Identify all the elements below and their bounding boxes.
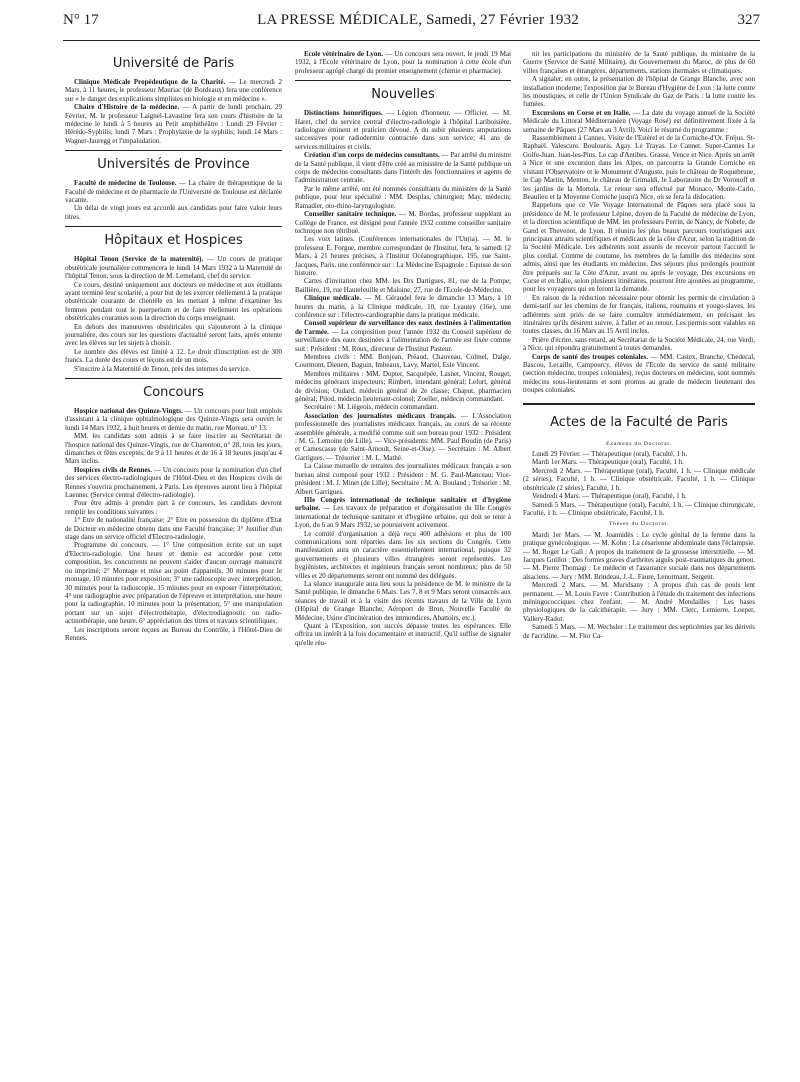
header-rule [63,40,760,41]
lead-phrase: Conseil supérieur de surveillance des eaux destinées à l'alimentation de l'armée. [295,319,511,336]
paragraph: IIIe Congrès international de technique sanitaire et d'hygiène urbaine. — Les travaux de préparation et d'organisation du IIIe Congrès international de technique sanitaire et d'hygiène urbaine, qui doit se tenir à Lyon, du 6 au 9 Mars 1932, se poursuivent activement. [295,495,511,530]
paragraph: Cartes d'invitation chez MM. les Drs Dartigues, 81, rue de la Pompe; Baillière, 19, rue Hautefeuille et Maloine, 27, rue de l'Ecole-de-Médecine. [295,277,511,294]
paragraph: Vendredi 4 Mars. — Thérapeutique (oral), Faculté, 1 h. [532,492,687,501]
paragraph: Rassemblement à Cannes, Visite de l'Estérel et de la Corniche-d'Or. Fréjus. St-Raphaël. Valescure. Boulouris. Agay. Le Trayas. Le Cannet. Super-Cannes Le Golfe-Juan. Juan-les-Pins. Le cap d'Antibes. Grasse. Vence et Nice. Après un arrêt à Nice et une excursion dans les Alpes, on parcourra la Grande Corniche en visitant l'Observatoire et le Monument d'Auguste, puis le château de Roquebrune, le Cap Martin, Menton, le château de Grimaldi, le Laboratoire du Dr Voronoff et les jardins de la Mortola. Le retour sera effectué par Monaco, Monte-Carlo, Beaulieu et la Moyenne Corniche jusqu'à Nice, où se fera la dislocation. [523,134,755,201]
paragraph: Rappelons que ce VIe Voyage International de Pâques sera placé sous la présidence de M. le professeur Lépine, doyen de la Faculté de médecine de Lyon, et la direction scientifique de MM. les professeurs Perrin, de Nancy, de Nobele, de Gand et Thevenot, de Lyon. Il réunira les plus beaux parcours touristiques aux principaux attraits scientifiques et médicaux de la côte d'Azur, selon la tradition de la Société Médicale. Les adhérents sont assurés de recevoir partout l'accueil le plus cordial. Comme de coutume, les membres de la famille des médecins sont admis, ainsi que les étudiants en médecine. Des séjours plus prolongés pourront être préparés sur la Côte d'Azur, avant ou après le voyage. Des excursions en Corse et en Italie, selon plusieurs itinéraires, pourront être ajoutées au programme, pour les voyageurs qui en feront la demande. [523,201,755,294]
paragraph: Hospice national des Quinze-Vingts. — Un concours pour huit emplois d'assistant à la clinique ophtalmologique des Quinze-Vingts sera ouvert le lundi 14 Mars 1932, à huit heures et demie du matin, rue Moreau, n° 13. [65,406,282,432]
paragraph: En raison de la réduction nécessaire pour obtenir les permis de circulation à demi-tarif sur les chemins de fer français, italiens, roumains et yougo-slaves, les adhérents sont priés de se faire connaître immédiatement, en précisant les itinéraires qu'ils désirent suivre, à l'aller et au retour. Les permis sont valables en toutes classes, du 16 Mars au 15 Avril inclus. [523,293,755,336]
column-3 [523,50,755,640]
sub-heading: Thèses du Doctorat. [608,521,670,528]
sub-heading: Examens du Doctorat. [606,440,672,447]
paragraph: Par le même arrêté, ont été nommés consultants du ministère de la Santé publique, pour leur spécialité : MM. Desplas, chirurgien; May, médecin; Ramadier, oto-rhino-laryngologiste. [295,184,511,210]
section-rule [523,403,755,405]
paragraph: 1° Etre de nationalité française; 2° Etre en possession du diplôme d'Etat de Docteur en médecine obtenu dans une Faculté française; 3° Justifier d'un stage dans un service officiel d'Electro-radiologie. [65,516,282,542]
page-number: 327 [737,12,760,28]
section-heading: Universités de Province [97,157,250,173]
paragraph: Samedi 5 Mars. — M. Wechsler : Le traitement des septicémies par les dérivés de l'acridine. — M. Flor Ca- [523,623,755,640]
paragraph: S'inscrire à la Maternité de Tenon, près des internes du service. [74,364,251,373]
paragraph: Clinique médicale. — M. Géraudel fera le dimanche 13 Mars, à 10 heures du matin, à la Clinique médicale, 10, rue Lyautey (16e), une conférence sur : l'électro-cardiographie dans la pratique médicale. [295,294,511,319]
column-2 [295,50,511,647]
section-heading: Concours [143,384,204,400]
paragraph: Membres civils : MM. Bonjean, Préaud, Chauveau, Colmel, Dalge, Courmont, Dienert, Baguin, Imbeaux, Lavy, Martel, Esle Vincent. [295,353,511,370]
paragraph: Mardi 1er Mars. — M. Joannidès : Le cycle génital de la femme dans la pratique gynécologique. — M. Kohn : La césarienne abdominale dans l'éclampsie. — M. Roger Le Gall : A propos du traitement de la grossesse interstitielle. — M. Jacques Guillot : Des formes graves d'arthrites aiguës post-traumatiques du genou. — M. Pierre Thomagi : Le médecin et l'assurance sociale dans nos départements alsaciens. — Jury : MM. Brindeau, J.-L. Faure, Lenormant, Sergent. [523,530,755,581]
paragraph: Prière d'écrire, sans retard, au Secrétariat de la Société Médicale, 24, rue Verdi, à Nice, qui répondra gratuitement à toutes demandes. [523,335,755,353]
paragraph: nit les participations du ministère de la Santé publique, du ministère de la Guerre (Service de Santé Militaire), du Gouvernement du Maroc, de plus de 60 villes françaises et étrangères, départements, stations thermales et climatiques. [523,50,755,75]
journal-title: LA PRESSE MÉDICALE, Samedi, 27 Février 1932 [257,12,580,28]
paragraph: Faculté de médecine de Toulouse. — La chaire de thérapeutique de la Faculté de médecine et de pharmacie de l'Université de Toulouse est déclarée vacante. [65,179,282,205]
paragraph: Samedi 5 Mars. — Thérapeutique (oral), Faculté, 1 h. — Clinique chirurgicale, Faculté, 1 h. — Clinique obstétricale, Faculté, 1 h. [523,500,755,517]
paragraph: Conseil supérieur de surveillance des eaux destinées à l'alimentation de l'armée. — La composition pour l'année 1932 du Conseil supérieur de surveillance des eaux destinées à l'alimentation de l'armée est fixée comme suit : Président : M. Roux, directeur de l'Institut Pasteur. [295,319,511,353]
paragraph: La séance inaugurale aura lieu sous la présidence de M. le ministre de la Santé publique, le dimanche 6 Mars. Les 7, 8 et 9 Mars seront consacrés aux séances de travail et à la visite des récents travaux de la Ville de Lyon (Hôpital de Grange Blanche, Aéroport de Bron, Nouvelle Faculté de Médecine, Usine d'incinération des immondices, Abattoirs, etc.). [295,579,511,622]
lead-phrase: Corps de santé des troupes coloniales. [532,352,651,361]
paragraph: Un délai de vingt jours est accordé aux candidats pour faire valoir leurs titres. [65,204,282,221]
lead-phrase: Hospice national des Quinze-Vingts. [74,406,185,415]
lead-phrase: Ecole vétérinaire de Lyon. [304,50,386,58]
section-heading: Hôpitaux et Hospices [104,233,243,249]
lead-phrase: Hospices civils de Rennes. [74,465,154,474]
paragraph: Distinctions honorifiques. — Légion d'honneur. — Officier. — M. Haret, chef du service central d'électro-radiologie à l'hôpital Lariboisière, radiologue éminent et praticien dévoué. A du subir plusieurs amputations successives pour radiodermite contractée dans son service; 41 ans de services militaires et civils. [295,109,511,151]
paragraph: Corps de santé des troupes coloniales. — MM. Castex, Branche, Chedecal, Bascou, Lecaille, Campourcy, élèves de l'Ecole du service de santé militaire (section médecine, troupes coloniales), reçus docteurs en médecine, sont nommés médecins sous-lieutenants et sont promus au grade de médecin lieutenant des troupes coloniales. [523,352,755,395]
section-heading: Nouvelles [371,87,435,103]
paragraph: Clinique Médicale Propédeutique de la Charité. — Le mercredi 2 Mars, à 11 heures, le professeur Mauriac (de Bordeaux) fera une conférence sur « le danger des explications simplistes en biologie et en médecine ». [65,78,282,103]
lead-phrase: Chaire d'Histoire de la médecine. [74,103,183,112]
lead-phrase: IIIe Congrès international de technique sanitaire et d'hygiène urbaine. [295,495,511,513]
lead-phrase: Distinctions honorifiques. [304,109,387,118]
lead-phrase: Hôpital Tenon (Service de la maternité). [74,255,207,264]
section-heading: Actes de la Faculté de Paris [550,414,728,430]
paragraph: Secrétaire : M. Liégeois, médecin commandant. [304,403,439,412]
paragraph: Programme du concours. — 1° Une composition écrite sur un sujet d'Electro-radiologie. Une heure et demie est accordée pour cette composition, les concurrents ne peuvent s'aider d'aucun ouvrage manuscrit ou imprimé; 2° Montage et mise au point d'appareils, 30 minutes pour le montage, 10 minutes pour exposition; 3° une radioscopie avec interprétation, 30 minutes pour la radioscopie, 15 minutes pour en exposer l'interprétation; 4° une radiographie avec préparation de l'épreuve et interprétation, une heure pour la radiographie, 10 minutes pour la présentation; 5° une manipulation portant sur un sujet d'électrothérapie, d'électrodiagnostic ou radio-actinothérapie, une heure. 6° appréciation des titres et travaux scientifiques. [65,541,282,626]
paragraph: Hôpital Tenon (Service de la maternité). — Un cours de pratique obstétricale journalière commencera le lundi 14 Mars 1932 à la Maternité de l'hôpital Tenon, sous la direction de M. Lemeland, chef du service. [65,255,282,281]
paragraph: Hospices civils de Rennes. — Un concours pour la nomination d'un chef des services électro-radiologiques de l'Hôtel-Dieu et des Hospices civils de Rennes s'ouvrira prochainement, à Paris. Les épreuves auront lieu à l'hôpital Laennec (Service central d'électro-radiologie). [65,465,283,500]
lead-phrase: Excursions en Corse et en Italie. [532,108,633,117]
paragraph: Association des journalistes médicaux français. — L'Association professionnelle des journalistes médicaux français, au cours de sa récente assemblée générale, a modifié comme suit son bureau pour 1932 : Président : M. G. Lemoine (de Lille). — Vice-présidents: MM. Paul Boudin (de Paris) et Camescasse (de Saint-Arnoult, Seine-et-Oise). — Secrétaire : M. Albert Garrigues. — Trésorier : M. L. Mathé. [295,411,511,462]
lead-phrase: Création d'un corps de médecins consultants. [304,151,442,160]
paragraph: Les inscriptions seront reçues au Bureau du Contrôle, à l'Hôtel-Dieu de Rennes. [65,625,282,642]
paragraph: Mercredi 2 Mars. — Thérapeutique (oral), Faculté, 1 h. — Clinique médicale (2 séries), Faculté, 1 h. — Clinique obstétricale, Faculté, 1 h. — Clinique obstétricale (2 séries), Faculté, 1 h. [523,466,755,492]
page-header [63,12,760,40]
paragraph: Conseiller sanitaire technique. — M. Bordas, professeur suppléant au Collège de France, est désigné pour l'année 1932 comme conseiller sanitaire technique non rétribué. [295,210,512,235]
lead-phrase: Clinique Médicale Propédeutique de la Charité. [74,78,229,86]
paragraph: MM. les candidats sont admis à se faire inscrire au Secrétariat de l'hospice national des Quinze-Vingts, rue de Charenton, n° 28, tous les jours, dimanches et fêtes exceptés, de 9 à 11 heures et de 16 à 18 heures jusqu'au 4 Mars inclus. [65,432,282,466]
paragraph: Ce cours, destiné uniquement aux docteurs en médecine et aux étudiants ayant terminé leur scolarité, a pour but de les exercer réellement à la pratique obstétricale courante de clientèle en les mettant à même d'examiner les femmes pendant tout le puerperium et de faire réellement les opérations obstétricales courantes sous la direction du corps enseignant. [65,280,282,323]
issue-number: N° 17 [63,12,99,28]
paragraph: Mercredi 2 Mars. — M. Muridsany : A propos d'un cas de pouls lent permanent. — M. Louis Favre : Contribution à l'étude du traitement des infections méningococciques chez l'enfant. — M. André Mendailles : Les bases physiologiques de la calcithérapie. — Jury : MM. Clerc, Lemierre, Loeper, Vallery-Radot. [523,581,755,623]
paragraph: La Caisse mutuelle de retraites des journalistes médicaux français a son bureau ainsi composé pour 1932 : Président : M. G. Paul-Manceau; Vice-président : M. J. Minet (de Lille); Secrétaire : M. A. Bouland ; Trésorier : M. Albert Garrigues. [295,462,511,496]
column-1 [65,50,282,642]
paragraph: Le nombre des élèves est limité à 12. Le droit d'inscription est de 300 francs. La durée des cours et leçons est de un mois. [65,347,282,365]
paragraph: Chaire d'Histoire de la médecine. — A partir de lundi prochain, 29 Février, M. le professeur Laignel-Lavastine fera son cours d'histoire de la médecine le lundi à 5 heures au Petit amphithéâtre : Lundi 29 Février : Hérédo-Syphilis; lundi 7 Mars : Prophylaxie de la syphilis; lundi 14 Mars : Wagner-Jauregg et l'impaludation. [65,103,282,145]
paragraph: Mardi 1er Mars. — Thérapeutique (oral), Faculté, 1 h. [532,458,684,467]
paragraph: Le comité d'organisation a déjà reçu 400 adhésions et plus de 100 communications sont réparties dans les six sections du Congrès. Cette manifestation aura un caractère essentiellement international, puisque 32 gouvernements et plusieurs villes étrangères seront représentés. Les hygiénistes, architectes et ingénieurs français seront nombreux; plus de 50 villes et 20 départements seront ont nommé des délégués. [295,529,511,580]
paragraph: Quant à l'Exposition, son succès dépasse toutes les espérances. Elle offrira un intérêt à la fois documentaire et instructif. Qu'il suffise de signaler qu'elle réu- [295,622,511,647]
lead-phrase: Conseiller sanitaire technique. [304,210,399,219]
paragraph: A signaler, en outre, la présentation de l'hôpital de Grange Blanche, avec son installation moderne; l'exposition par le Bureau d'Hygiène de Lyon : la lutte contre les moustiques, et celle de l'Union Syndicale du Gaz de Paris : la lutte contre les fumées. [523,75,755,109]
paragraph: Les voix latines. (Conférences internationales de l'Un(ia). — M. le professeur E. Forgue, membre correspondant de l'Institut, fera, le samedi 12 Mars, à 21 heures précises, à l'Institut Océanographique, 195, rue Saint-Jacques, Paris, une conférence sur : La Médecine Espagnole : Equisse de son histoire. [295,235,511,277]
lead-phrase: Clinique médicale. [304,294,365,303]
lead-phrase: Association des journalistes médicaux français. [304,411,461,420]
paragraph: Excursions en Corse et en Italie. — La date du voyage annuel de la Société Médicale du Littoral Méditerranéen (Voyage Rosé) est définitivement fixée à la semaine de Pâques (27 Mars au 3 Avril). Voici le résumé du programme : [523,108,755,134]
paragraph: Membres militaires : MM. Dopter, Sacquépée, Lasnet, Vincent, Rouget, médecins généraux inspecteurs; Rimbert, intendant général; Lefort, général de division; Oudard, médecin général de 2e classe; Chaput, pharmacien général; Pilod, médecin lieutenant-colonel; Zoeller, médecin commandant. [295,369,511,404]
paragraph: Pour être admis à prendre part à ce concours, les candidats devront remplir les conditions suivantes : [65,499,282,516]
paragraph: Lundi 29 Février. — Thérapeutique (oral), Faculté, 1 h. [532,450,687,459]
section-heading: Université de Paris [112,56,235,71]
lead-phrase: Faculté de médecine de Toulouse. [74,179,179,188]
paragraph: Ecole vétérinaire de Lyon. — Un concours sera ouvert, le jeudi 19 Mai 1932, à l'Ecole vétérinaire de Lyon, pour la nomination à cette école d'un professeur agrégé chargé du premier enseignement (chimie et pharmacie). [295,50,511,75]
paragraph: Création d'un corps de médecins consultants. — Par arrêté du ministre de la Santé publique, il vient d'être créé au ministère de la Santé publique un corps de médecins consultants dans l'intérêt des fonctionnaires et agents de l'administration centrale. [295,151,511,185]
paragraph: En dehors des manœuvres obstétricales qui s'ajouteront à la clinique journalière, des cours sur les questions d'actualité seront faits, après entente avec les élèves sur les sujets à choisir. [65,322,282,348]
